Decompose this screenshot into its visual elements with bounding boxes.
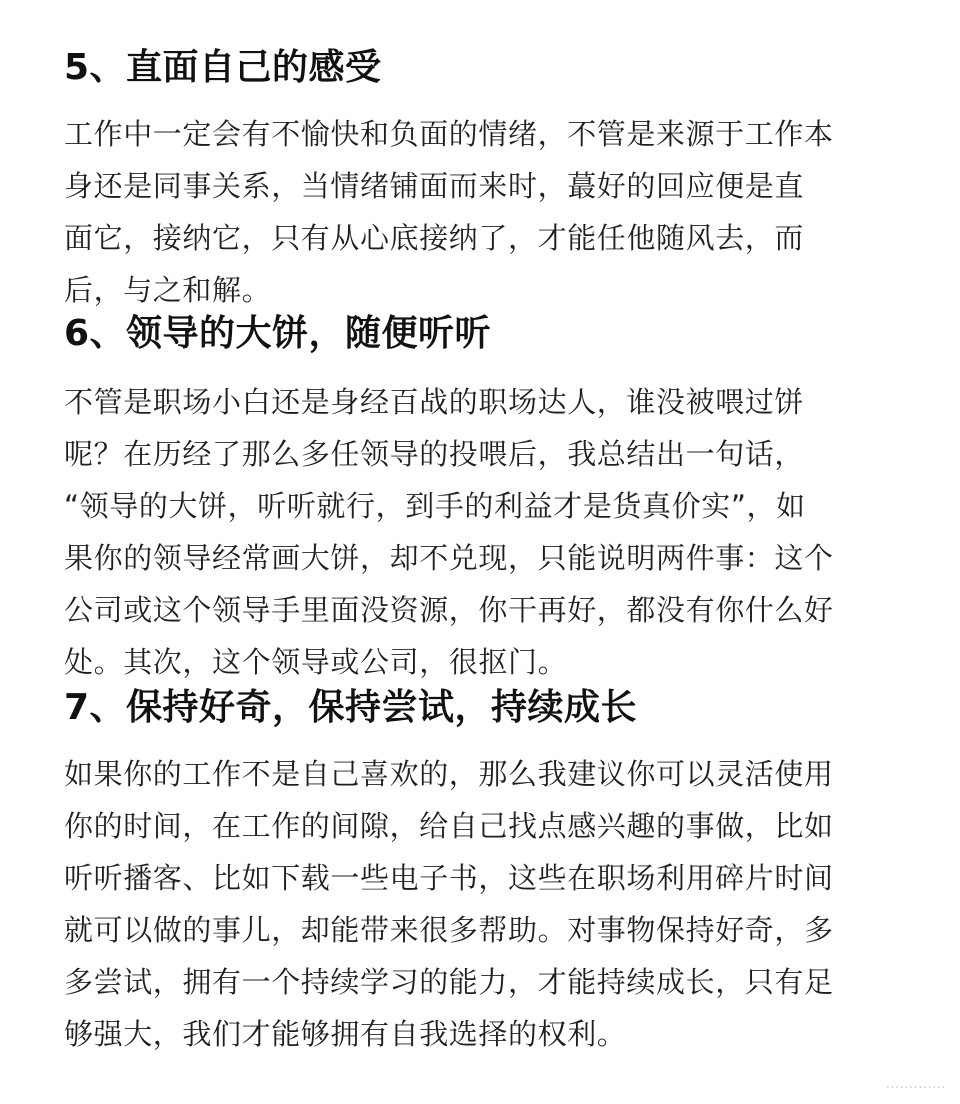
section-6-heading: 6、领导的大饼，随便听听 xyxy=(64,313,492,354)
paragraph-line: 多尝试，拥有一个持续学习的能力，才能持续成长，只有足 xyxy=(64,965,834,999)
section-7-heading: 7、保持好奇，保持尝试，持续成长 xyxy=(64,687,638,728)
paragraph-line: “领导的大饼，听听就行，到手的利益才是货真价实”，如 xyxy=(64,489,806,523)
paragraph-line: 如果你的工作不是自己喜欢的，那么我建议你可以灵活使用 xyxy=(64,757,834,791)
paragraph-line: 听听播客、比如下载一些电子书，这些在职场利用碎片时间 xyxy=(64,861,834,895)
paragraph-line: 呢？在历经了那么多任领导的投喂后，我总结出一句话， xyxy=(64,437,805,471)
watermark: ············· xyxy=(885,1081,946,1096)
section-6-paragraph xyxy=(64,376,900,688)
paragraph-line: 够强大，我们才能够拥有自我选择的权利。 xyxy=(64,1017,627,1051)
section-5-paragraph xyxy=(64,108,900,316)
paragraph-line: 身还是同事关系，当情绪铺面而来时，蕞好的回应便是直 xyxy=(64,169,805,203)
paragraph-line: 公司或这个领导手里面没资源，你干再好，都没有你什么好 xyxy=(64,593,834,627)
section-5-heading: 5、直面自己的感受 xyxy=(64,47,382,88)
section-7-paragraph xyxy=(64,748,900,1060)
paragraph-line: 处。其次，这个领导或公司，很抠门。 xyxy=(64,645,568,679)
paragraph-line: 果你的领导经常画大饼，却不兑现，只能说明两件事：这个 xyxy=(64,541,834,575)
paragraph-line: 后，与之和解。 xyxy=(64,273,272,307)
paragraph-line: 就可以做的事儿，却能带来很多帮助。对事物保持好奇，多 xyxy=(64,913,834,947)
paragraph-line: 你的时间，在工作的间隙，给自己找点感兴趣的事做，比如 xyxy=(64,809,834,843)
paragraph-line: 不管是职场小白还是身经百战的职场达人，谁没被喂过饼 xyxy=(64,385,805,419)
paragraph-line: 面它，接纳它，只有从心底接纳了，才能任他随风去，而 xyxy=(64,221,805,255)
paragraph-line: 工作中一定会有不愉快和负面的情绪，不管是来源于工作本 xyxy=(64,117,834,151)
